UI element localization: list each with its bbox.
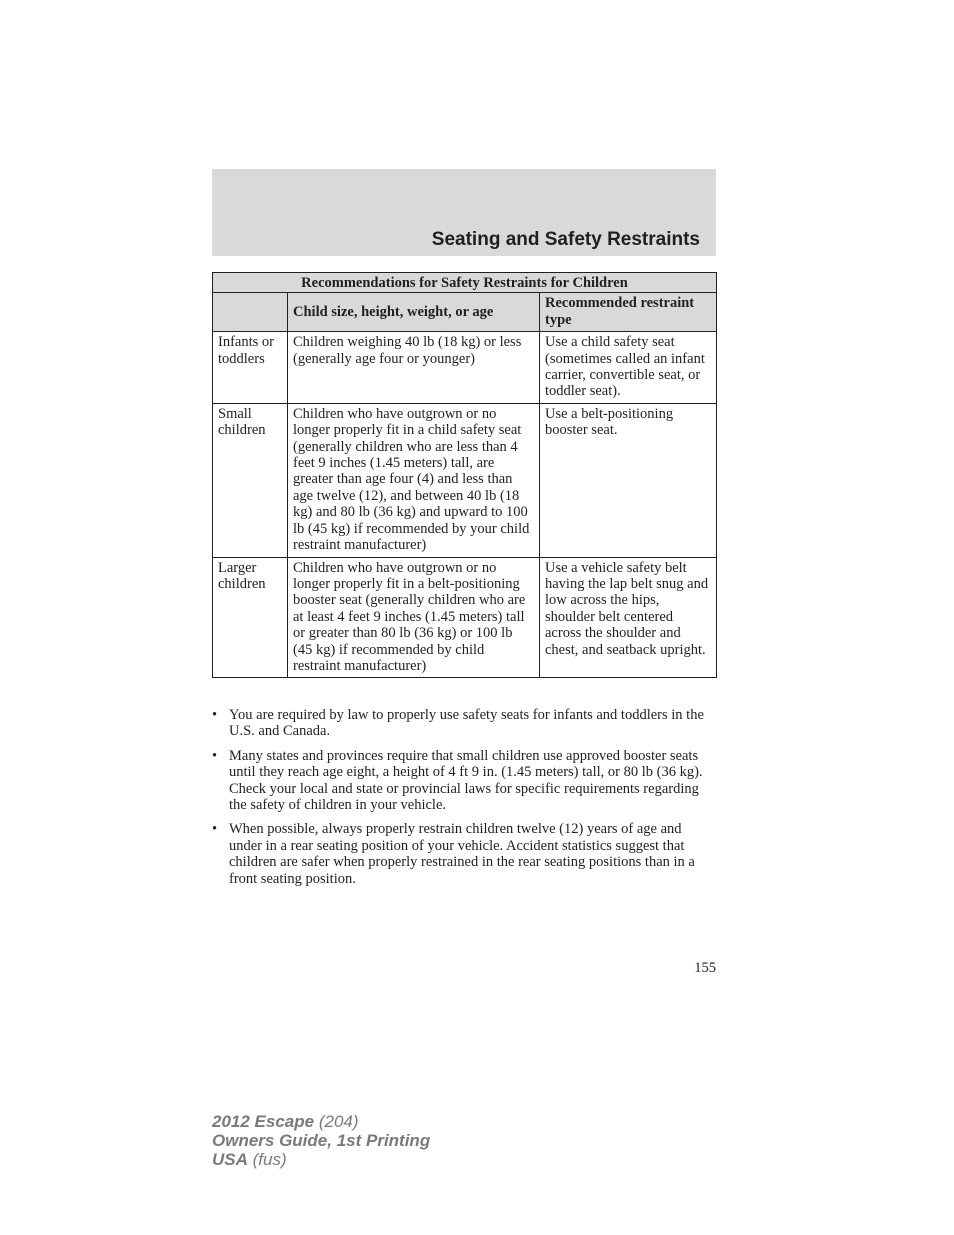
footer-guide-edition: Owners Guide, 1st Printing <box>212 1131 431 1150</box>
footer-line-3 <box>212 1150 430 1169</box>
bullet-icon: • <box>212 747 218 764</box>
footer-market: USA <box>212 1150 248 1169</box>
bullet-text: When possible, always properly restrain children twelve (12) years of age and under in a rear seating position of your vehicle. Accident statistics suggest that children are safer when properly restrained in the rear seating positions than in a front seating position. <box>229 821 695 887</box>
document-footer <box>212 1112 430 1169</box>
list-item <box>212 821 716 887</box>
footer-model-code: (204) <box>318 1112 359 1131</box>
table-row <box>213 332 717 404</box>
footer-line-2 <box>212 1131 430 1150</box>
row-size-cell: Children who have outgrown or no longer properly fit in a child safety seat (generally children who are less than 4 feet 9 inches (1.45 meters) tall, are greater than age four (4) and less than age twelve (12), and between 40 lb (18 kg) and 80 lb (36 kg) and upward to 100 lb (45 kg) if recommended by your child restraint manufacturer) <box>288 403 540 557</box>
page-number: 155 <box>694 960 716 976</box>
row-restraint-cell: Use a vehicle safety belt having the lap belt snug and low across the hips, shoulder belt centered across the shoulder and chest, and seatback upright. <box>540 557 717 678</box>
bullet-icon: • <box>212 821 218 838</box>
child-restraint-table <box>212 272 717 678</box>
table-row <box>213 557 717 678</box>
bullet-icon: • <box>212 707 218 723</box>
row-size-cell: Children who have outgrown or no longer properly fit in a belt-positioning booster seat (generally children who are at least 4 feet 9 inches (1.45 meters) tall or greater than 80 lb (36 kg) or 100 lb (45 kg) if recommended by child restraint manufacturer) <box>288 557 540 678</box>
row-group-cell: Infants or toddlers <box>213 332 288 404</box>
table-title: Recommendations for Safety Restraints for Children <box>213 273 717 293</box>
footer-market-code: (fus) <box>252 1150 287 1169</box>
footer-line-1 <box>212 1112 430 1131</box>
row-size-cell: Children weighing 40 lb (18 kg) or less (generally age four or younger) <box>288 332 540 404</box>
row-restraint-cell: Use a belt-positioning booster seat. <box>540 403 717 557</box>
column-header-size: Child size, height, weight, or age <box>288 293 540 332</box>
list-item <box>212 707 716 740</box>
section-header <box>212 169 716 256</box>
guidance-bullet-list <box>212 707 716 895</box>
row-restraint-cell: Use a child safety seat (sometimes called an infant carrier, convertible seat, or toddler seat). <box>540 332 717 404</box>
table-row <box>213 403 717 557</box>
footer-model: 2012 Escape <box>212 1112 315 1131</box>
list-item <box>212 748 716 814</box>
column-header-group <box>213 293 288 332</box>
bullet-text: Many states and provinces require that small children use approved booster seats until they reach age eight, a height of 4 ft 9 in. (1.45 meters) tall, or 80 lb (36 kg). Check your local and state or provincial laws for specific requirements regarding the safety of children in your vehicle. <box>229 747 703 814</box>
bullet-text: You are required by law to properly use safety seats for infants and toddlers in the U.S. and Canada. <box>229 707 704 740</box>
column-header-restraint: Recommended restraint type <box>540 293 717 332</box>
row-group-cell: Larger children <box>213 557 288 678</box>
row-group-cell: Small children <box>213 403 288 557</box>
section-title: Seating and Safety Restraints <box>431 229 700 250</box>
